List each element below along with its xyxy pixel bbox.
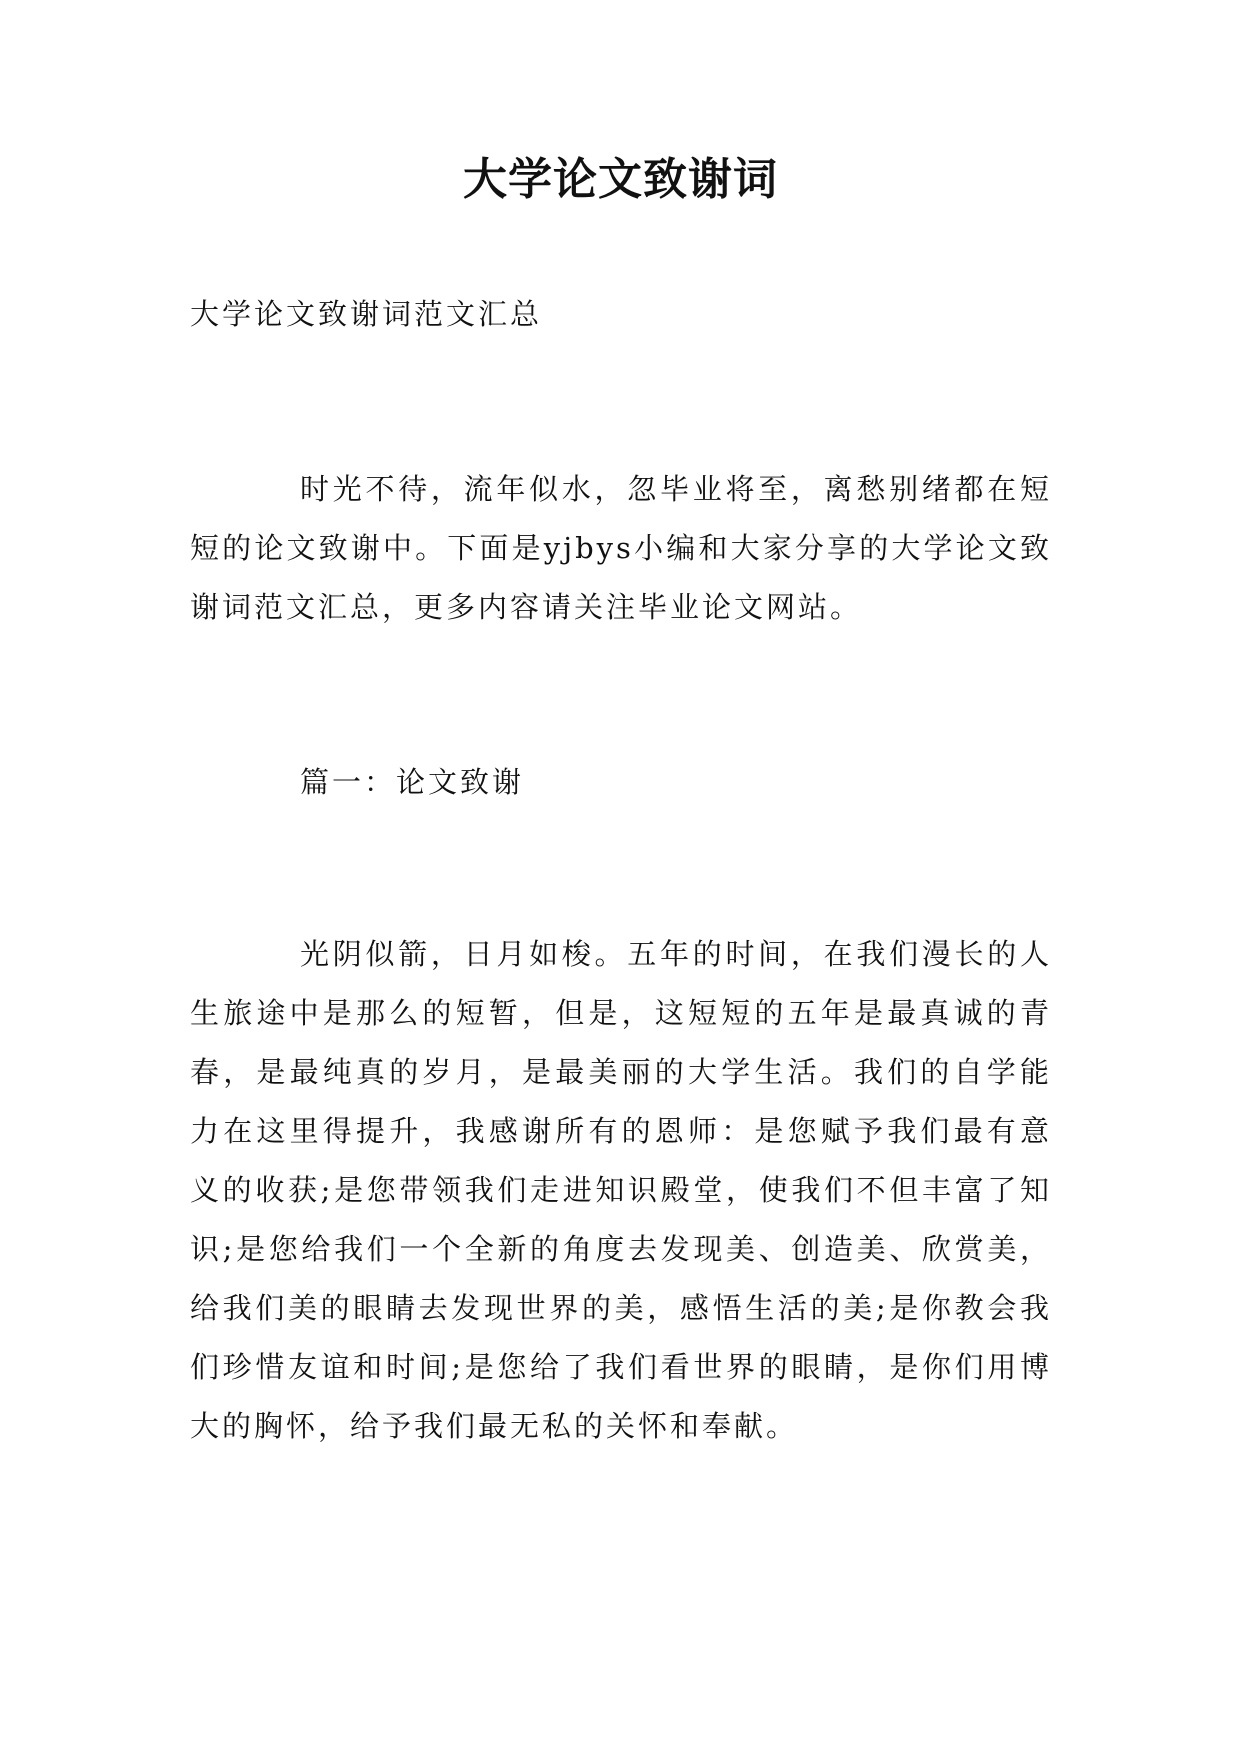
body-paragraph: 光阴似箭，日月如梭。五年的时间，在我们漫长的人生旅途中是那么的短暂，但是，这短短的五年是最真诚的青春，是最纯真的岁月，是最美丽的大学生活。我们的自学能力在这里得提升，我感谢所有的恩师：是您赋予我们最有意义的收获;是您带领我们走进知识殿堂，使我们不但丰富了知识;是您给我们一个全新的角度去发现美、创造美、欣赏美，给我们美的眼睛去发现世界的美，感悟生活的美;是你教会我们珍惜友谊和时间;是您给了我们看世界的眼睛，是你们用博大的胸怀，给予我们最无私的关怀和奉献。 <box>190 937 1052 1443</box>
intro-paragraph: 时光不待，流年似水，忽毕业将至，离愁别绪都在短短的论文致谢中。下面是yjbys小编和大家分享的大学论文致谢词范文汇总，更多内容请关注毕业论文网站。 <box>190 472 1052 624</box>
document-title: 大学论文致谢词 <box>463 154 778 205</box>
section-heading: 篇一：论文致谢 <box>300 765 525 799</box>
document-subtitle: 大学论文致谢词范文汇总 <box>190 297 543 331</box>
